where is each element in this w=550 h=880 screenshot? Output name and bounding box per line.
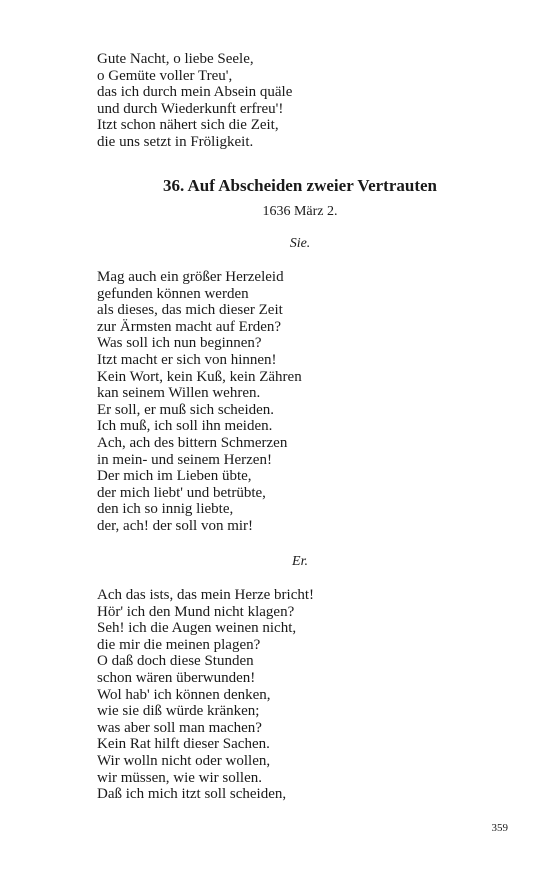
verse-line: Der mich im Lieben übte,	[97, 468, 252, 485]
verse-line: Daß ich mich itzt soll scheiden,	[97, 786, 287, 803]
verse-line: wir müssen, wie wir sollen.	[97, 769, 262, 786]
verse-line: gefunden können werden	[97, 285, 249, 302]
verse-line: Er soll, er muß sich scheiden.	[97, 401, 275, 418]
verse-line: die uns setzt in Fröligkeit.	[97, 133, 254, 150]
verse-line: Ich muß, ich soll ihn meiden.	[97, 418, 273, 435]
verse-line: der mich liebt' und betrübte,	[97, 484, 266, 501]
verse-line: o Gemüte voller Treu',	[97, 67, 233, 84]
stanza-sie	[97, 269, 302, 535]
verse-line: das ich durch mein Absein quäle	[97, 84, 293, 101]
verse-line: die mir die meinen plagen?	[97, 636, 261, 653]
verse-line: Was soll ich nun beginnen?	[97, 335, 262, 352]
verse-line: den ich so innig liebte,	[97, 501, 234, 518]
verse-line: wie sie diß würde kränken;	[97, 703, 260, 720]
poem-title: 36. Auf Abscheiden zweier Vertrauten	[162, 176, 438, 195]
poem-date: 1636 März 2.	[262, 204, 338, 219]
verse-line: Seh! ich die Augen weinen nicht,	[97, 620, 297, 637]
verse-line: Hör' ich den Mund nicht klagen?	[97, 603, 295, 620]
verse-line: was aber soll man machen?	[97, 719, 262, 736]
verse-line: Itzt macht er sich von hinnen!	[97, 351, 277, 368]
stanza-er	[97, 587, 314, 803]
verse-line: Mag auch ein größer Herzeleid	[97, 269, 284, 285]
speaker-label-sie: Sie.	[289, 236, 311, 251]
verse-line: der, ach! der soll von mir!	[97, 517, 254, 534]
previous-poem-ending	[97, 51, 292, 151]
verse-line: und durch Wiederkunft erfreu'!	[97, 100, 284, 117]
verse-line: Ach, ach des bittern Schmerzen	[97, 434, 288, 451]
verse-line: Kein Rat hilft dieser Sachen.	[97, 736, 270, 753]
verse-line: Wol hab' ich können denken,	[97, 686, 271, 703]
verse-line: Itzt schon nähert sich die Zeit,	[97, 117, 279, 134]
verse-line: in mein- und seinem Herzen!	[97, 451, 272, 468]
page-number: 359	[491, 822, 508, 834]
verse-line: O daß doch diese Stunden	[97, 653, 254, 670]
verse-line: kan seinem Willen wehren.	[97, 385, 261, 402]
verse-line: Gute Nacht, o liebe Seele,	[97, 51, 254, 67]
verse-line: Ach das ists, das mein Herze bricht!	[97, 587, 315, 603]
verse-line: Wir wolln nicht oder wollen,	[97, 752, 271, 769]
speaker-label-er: Er.	[292, 554, 308, 569]
verse-line: schon wären überwunden!	[97, 669, 256, 686]
verse-line: Kein Wort, kein Kuß, kein Zähren	[97, 368, 302, 385]
verse-line: zur Ärmsten macht auf Erden?	[97, 318, 282, 335]
verse-line: als dieses, das mich dieser Zeit	[97, 302, 283, 319]
